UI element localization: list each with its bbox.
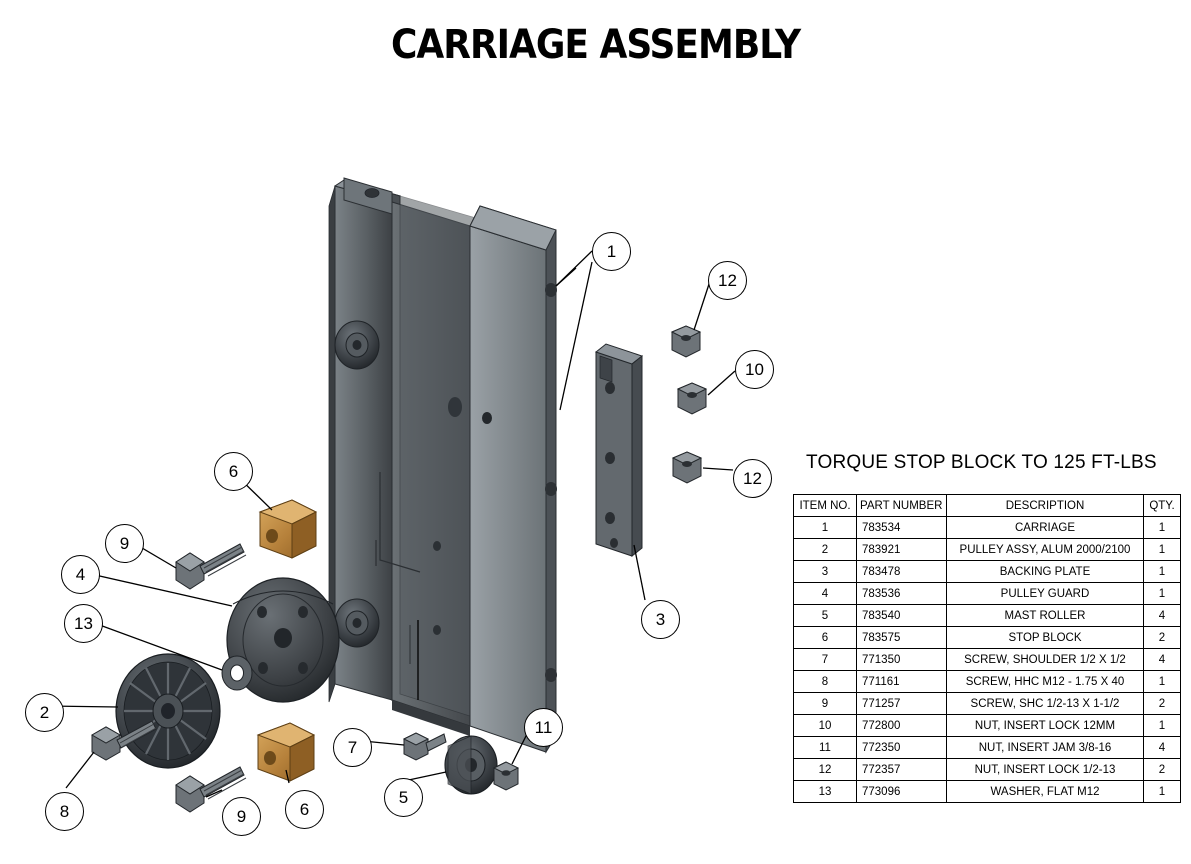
table-row: [794, 781, 1181, 803]
callout-9-top[interactable]: [105, 524, 144, 563]
cell-description: PULLEY GUARD: [947, 583, 1144, 605]
table-row: [794, 539, 1181, 561]
callout-label: 10: [745, 359, 764, 379]
cell-description: SCREW, HHC M12 - 1.75 X 40: [947, 671, 1144, 693]
cell-part-number: 783540: [857, 605, 947, 627]
cell-qty: 2: [1144, 627, 1181, 649]
callout-label: 7: [347, 737, 358, 757]
cell-part-number: 783536: [857, 583, 947, 605]
callout-4[interactable]: [61, 555, 100, 594]
cell-item-no: 4: [794, 583, 857, 605]
table-row: [794, 715, 1181, 737]
cell-item-no: 11: [794, 737, 857, 759]
callout-label: 9: [236, 806, 247, 826]
cell-qty: 4: [1144, 605, 1181, 627]
table-row: [794, 583, 1181, 605]
callout-label: 12: [743, 468, 762, 488]
cell-qty: 1: [1144, 671, 1181, 693]
cell-item-no: 3: [794, 561, 857, 583]
cell-qty: 2: [1144, 759, 1181, 781]
callout-8[interactable]: [45, 792, 84, 831]
cell-part-number: 773096: [857, 781, 947, 803]
callout-label: 9: [119, 533, 130, 553]
header-qty: QTY.: [1144, 495, 1181, 517]
table-row: [794, 759, 1181, 781]
callout-10[interactable]: [735, 350, 774, 389]
page-title: CARRIAGE ASSEMBLY: [390, 22, 801, 68]
header-item-no: ITEM NO.: [794, 495, 857, 517]
cell-item-no: 7: [794, 649, 857, 671]
cell-item-no: 5: [794, 605, 857, 627]
callout-label: 4: [75, 564, 86, 584]
cell-qty: 4: [1144, 649, 1181, 671]
cell-description: WASHER, FLAT M12: [947, 781, 1144, 803]
cell-description: SCREW, SHC 1/2-13 X 1-1/2: [947, 693, 1144, 715]
cell-part-number: 772350: [857, 737, 947, 759]
callout-label: 5: [398, 787, 409, 807]
table-row: [794, 627, 1181, 649]
table-row: [794, 693, 1181, 715]
callout-label: 8: [59, 801, 70, 821]
callout-5[interactable]: [384, 778, 423, 817]
callout-label: 13: [74, 613, 93, 633]
cell-qty: 2: [1144, 693, 1181, 715]
cell-part-number: 783534: [857, 517, 947, 539]
cell-description: PULLEY ASSY, ALUM 2000/2100: [947, 539, 1144, 561]
callout-label: 1: [606, 241, 617, 261]
cell-description: NUT, INSERT LOCK 12MM: [947, 715, 1144, 737]
cell-description: NUT, INSERT JAM 3/8-16: [947, 737, 1144, 759]
callout-label: 6: [299, 799, 310, 819]
cell-qty: 1: [1144, 781, 1181, 803]
table-row: [794, 517, 1181, 539]
cell-description: CARRIAGE: [947, 517, 1144, 539]
cell-qty: 4: [1144, 737, 1181, 759]
cell-part-number: 772800: [857, 715, 947, 737]
cell-qty: 1: [1144, 715, 1181, 737]
callout-2[interactable]: [25, 693, 64, 732]
cell-qty: 1: [1144, 583, 1181, 605]
callout-6-bottom[interactable]: [285, 790, 324, 829]
table-row: [794, 737, 1181, 759]
callout-1[interactable]: [592, 232, 631, 271]
callout-9-bottom[interactable]: [222, 797, 261, 836]
table-row: [794, 605, 1181, 627]
bill-of-materials-table: [793, 494, 1181, 803]
callout-3[interactable]: [641, 600, 680, 639]
cell-item-no: 10: [794, 715, 857, 737]
cell-item-no: 8: [794, 671, 857, 693]
cell-qty: 1: [1144, 517, 1181, 539]
cell-description: BACKING PLATE: [947, 561, 1144, 583]
cell-item-no: 9: [794, 693, 857, 715]
callout-label: 6: [228, 461, 239, 481]
cell-part-number: 783921: [857, 539, 947, 561]
cell-part-number: 783575: [857, 627, 947, 649]
callout-6-top[interactable]: [214, 452, 253, 491]
cell-part-number: 771350: [857, 649, 947, 671]
header-description: DESCRIPTION: [947, 495, 1144, 517]
cell-description: SCREW, SHOULDER 1/2 X 1/2: [947, 649, 1144, 671]
callout-label: 11: [534, 717, 553, 737]
callout-7[interactable]: [333, 728, 372, 767]
cell-part-number: 783478: [857, 561, 947, 583]
torque-note: TORQUE STOP BLOCK TO 125 FT-LBS: [806, 452, 1157, 473]
callout-label: 3: [655, 609, 666, 629]
table-header-row: [794, 495, 1181, 517]
cell-part-number: 771257: [857, 693, 947, 715]
cell-description: NUT, INSERT LOCK 1/2-13: [947, 759, 1144, 781]
table-row: [794, 561, 1181, 583]
cell-item-no: 12: [794, 759, 857, 781]
table-row: [794, 671, 1181, 693]
cell-item-no: 13: [794, 781, 857, 803]
cell-part-number: 772357: [857, 759, 947, 781]
cell-part-number: 771161: [857, 671, 947, 693]
callout-label: 2: [39, 702, 50, 722]
cell-qty: 1: [1144, 539, 1181, 561]
callout-11[interactable]: [524, 708, 563, 747]
cell-description: STOP BLOCK: [947, 627, 1144, 649]
callout-13[interactable]: [64, 604, 103, 643]
table-row: [794, 649, 1181, 671]
header-part-number: PART NUMBER: [857, 495, 947, 517]
cell-item-no: 2: [794, 539, 857, 561]
callout-12-bottom[interactable]: [733, 459, 772, 498]
callout-12-top[interactable]: [708, 261, 747, 300]
cell-description: MAST ROLLER: [947, 605, 1144, 627]
cell-item-no: 6: [794, 627, 857, 649]
cell-qty: 1: [1144, 561, 1181, 583]
cell-item-no: 1: [794, 517, 857, 539]
callout-label: 12: [718, 270, 737, 290]
